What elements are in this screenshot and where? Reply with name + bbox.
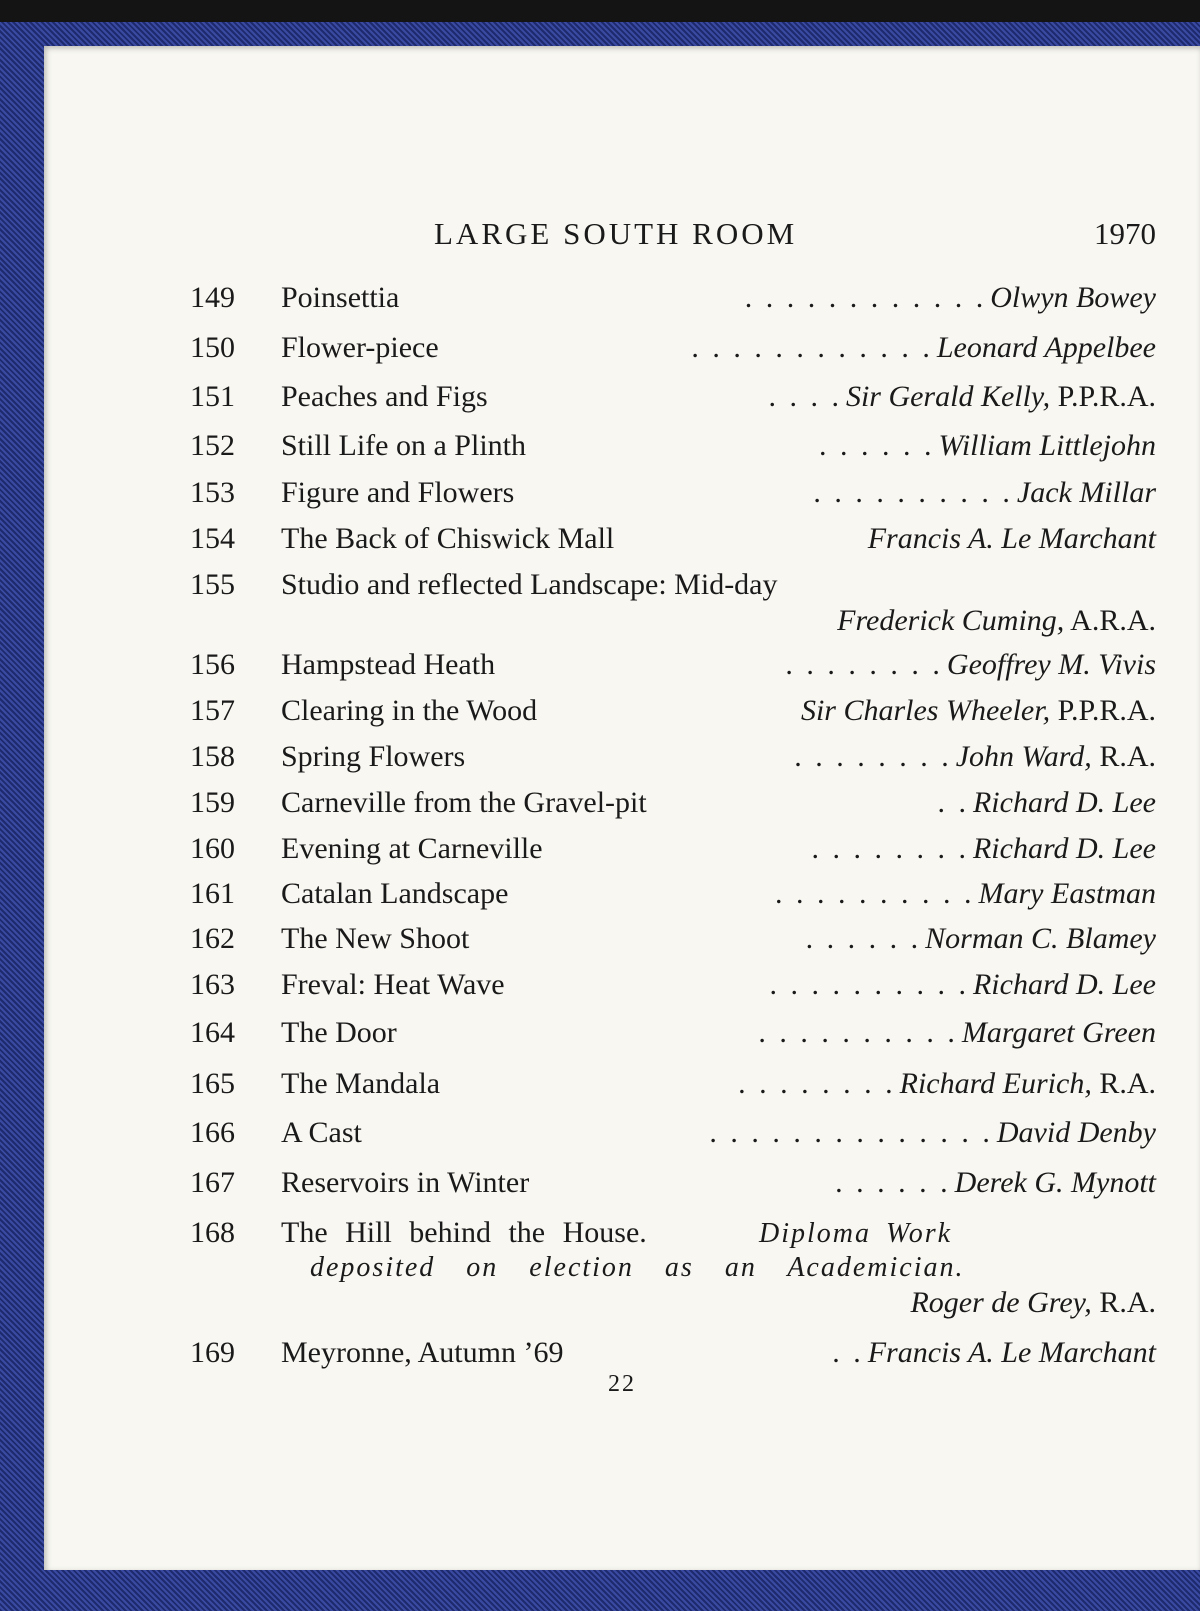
list-item-continuation — [44, 1286, 1200, 1330]
entry-artist — [794, 740, 1156, 774]
entry-number: 159 — [190, 786, 235, 819]
artist-name: Sir Gerald Kelly, — [845, 380, 1051, 413]
entry-artist — [775, 877, 1156, 911]
entry-title: Freval: Heat Wave — [281, 968, 505, 1001]
entry-artist — [811, 832, 1156, 866]
entry-artist — [738, 1067, 1156, 1101]
entry-title: The Back of Chiswick Mall — [281, 522, 615, 555]
list-item — [44, 331, 1200, 375]
entry-artist — [835, 1166, 1156, 1200]
artist-suffix: R.A. — [1091, 1286, 1156, 1319]
entry-number: 166 — [190, 1116, 235, 1149]
leader-dots: . . . . . . . . . . — [813, 476, 1013, 509]
list-item — [44, 1166, 1200, 1210]
entry-artist — [797, 694, 1156, 728]
entry-title: Still Life on a Plinth — [281, 429, 526, 462]
leader-dots: . . . . . . — [835, 1166, 951, 1199]
entry-title: Evening at Carneville — [281, 832, 543, 865]
leader-dots: . . . . . . . . . . — [775, 877, 975, 910]
entry-number: 164 — [190, 1016, 235, 1049]
list-item — [44, 694, 1200, 738]
list-item — [44, 380, 1200, 424]
entry-artist — [768, 380, 1156, 414]
diploma-note-line1: Diploma Work — [759, 1218, 953, 1249]
list-item — [44, 522, 1200, 566]
artist-name: Francis A. Le Marchant — [867, 1336, 1156, 1369]
list-item — [44, 429, 1200, 473]
artist-name: Richard Eurich, — [899, 1067, 1092, 1100]
entry-title: Peaches and Figs — [281, 380, 488, 413]
entry-number: 168 — [190, 1216, 235, 1249]
entry-title: The Mandala — [281, 1067, 441, 1100]
artist-name: Geoffrey M. Vivis — [946, 648, 1156, 681]
artist-name: Richard D. Lee — [972, 786, 1156, 819]
list-item — [44, 1016, 1200, 1060]
leader-dots: . . . . . . — [818, 429, 935, 462]
entry-number: 165 — [190, 1067, 235, 1100]
entry-title: Poinsettia — [281, 281, 400, 314]
list-item-continuation — [44, 604, 1200, 648]
entry-number: 153 — [190, 476, 235, 509]
artist-name: Mary Eastman — [978, 877, 1156, 910]
leader-dots: . . . . . . — [805, 922, 922, 955]
list-item — [44, 786, 1200, 830]
artist-name: Norman C. Blamey — [925, 922, 1156, 955]
artist-suffix: R.A. — [1091, 740, 1156, 773]
entry-title: Studio and reflected Landscape: Mid-day — [281, 568, 778, 601]
leader-dots: . . . . . . . . . . . . . . — [709, 1116, 993, 1149]
entry-title: Carneville from the Gravel-pit — [281, 786, 647, 819]
entry-title: Spring Flowers — [281, 740, 466, 773]
entry-artist — [691, 331, 1156, 365]
entry-title: A Cast — [281, 1116, 362, 1149]
page-header — [44, 216, 1200, 256]
entry-title: The New Shoot — [281, 922, 470, 955]
artist-name: Margaret Green — [961, 1016, 1156, 1049]
entry-title: Meyronne, Autumn ’69 — [281, 1336, 564, 1369]
leader-dots: . . . . . . . . . . — [769, 968, 969, 1001]
artist-name: David Denby — [996, 1116, 1156, 1149]
leader-dots: . . — [937, 786, 969, 819]
entry-artist — [910, 1286, 1156, 1320]
entry-artist — [758, 1016, 1156, 1050]
entry-number: 156 — [190, 648, 235, 681]
list-item — [44, 1116, 1200, 1160]
entry-title: The Hill behind the House. — [281, 1216, 647, 1249]
list-item — [44, 476, 1200, 520]
entry-artist — [806, 922, 1156, 956]
leader-dots: . . . . — [768, 380, 842, 413]
entry-number: 154 — [190, 522, 235, 555]
entry-number: 157 — [190, 694, 235, 727]
artist-name: Frederick Cuming, — [837, 604, 1065, 637]
entry-artist — [785, 648, 1156, 682]
leader-dots: . . . . . . . . . . . . — [691, 331, 933, 364]
entry-artist — [819, 429, 1156, 463]
artist-name: Sir Charles Wheeler, — [800, 694, 1051, 727]
diploma-note-line2: deposited on election as an Academician. — [310, 1252, 965, 1283]
artist-name: Leonard Appelbee — [936, 331, 1156, 364]
list-item — [44, 281, 1200, 325]
entry-number: 149 — [190, 281, 235, 314]
artist-name: Roger de Grey, — [910, 1286, 1092, 1319]
artist-suffix: A.R.A. — [1064, 604, 1156, 637]
list-item — [44, 968, 1200, 1012]
artist-name: Derek G. Mynott — [954, 1166, 1156, 1199]
entry-number: 169 — [190, 1336, 235, 1369]
catalogue-page — [44, 46, 1200, 1570]
entry-number: 160 — [190, 832, 235, 865]
entry-number: 155 — [190, 568, 235, 601]
entry-title: Flower-piece — [281, 331, 439, 364]
entry-number: 151 — [190, 380, 235, 413]
artist-suffix: P.P.R.A. — [1050, 694, 1156, 727]
leader-dots: . . — [832, 1336, 864, 1369]
year: 1970 — [1094, 216, 1156, 251]
entry-artist — [832, 1336, 1156, 1370]
artist-name: Olwyn Bowey — [990, 281, 1156, 314]
leader-dots: . . . . . . . . — [785, 648, 943, 681]
page-number: 22 — [608, 1371, 636, 1397]
entry-number: 162 — [190, 922, 235, 955]
entry-artist — [937, 786, 1156, 820]
entry-title: Catalan Landscape — [281, 877, 509, 910]
leader-dots: . . . . . . . . — [738, 1067, 896, 1100]
room-title: LARGE SOUTH ROOM — [434, 216, 798, 251]
artist-name: Richard D. Lee — [972, 968, 1156, 1001]
artist-name: Francis A. Le Marchant — [867, 522, 1156, 555]
entry-artist — [864, 522, 1156, 556]
list-item — [44, 740, 1200, 784]
entry-title: Hampstead Heath — [281, 648, 496, 681]
leader-dots: . . . . . . . . — [794, 740, 952, 773]
entry-title: The Door — [281, 1016, 397, 1049]
artist-name: Richard D. Lee — [972, 832, 1156, 865]
artist-suffix: P.P.R.A. — [1050, 380, 1156, 413]
entry-title: Figure and Flowers — [281, 476, 515, 509]
list-item — [44, 648, 1200, 692]
list-item — [44, 877, 1200, 921]
leader-dots: . . . . . . . . — [811, 832, 969, 865]
entry-number: 152 — [190, 429, 235, 462]
entry-artist — [813, 476, 1156, 510]
artist-name: John Ward, — [955, 740, 1092, 773]
entry-artist — [837, 604, 1156, 638]
artist-name: Jack Millar — [1016, 476, 1156, 509]
leader-dots: . . . . . . . . . . . . — [744, 281, 987, 314]
entry-number: 158 — [190, 740, 235, 773]
list-item — [44, 922, 1200, 966]
artist-name: William Littlejohn — [938, 429, 1156, 462]
entry-title: Clearing in the Wood — [281, 694, 538, 727]
entry-artist — [769, 968, 1156, 1002]
entry-artist — [745, 281, 1156, 315]
leader-dots: . . . . . . . . . . — [758, 1016, 958, 1049]
list-item — [44, 1067, 1200, 1111]
entry-number: 163 — [190, 968, 235, 1001]
entry-title: Reservoirs in Winter — [281, 1166, 530, 1199]
list-item — [44, 832, 1200, 876]
entry-artist — [709, 1116, 1156, 1150]
entry-number: 167 — [190, 1166, 235, 1199]
entry-number: 150 — [190, 331, 235, 364]
artist-suffix: R.A. — [1091, 1067, 1156, 1100]
entry-number: 161 — [190, 877, 235, 910]
